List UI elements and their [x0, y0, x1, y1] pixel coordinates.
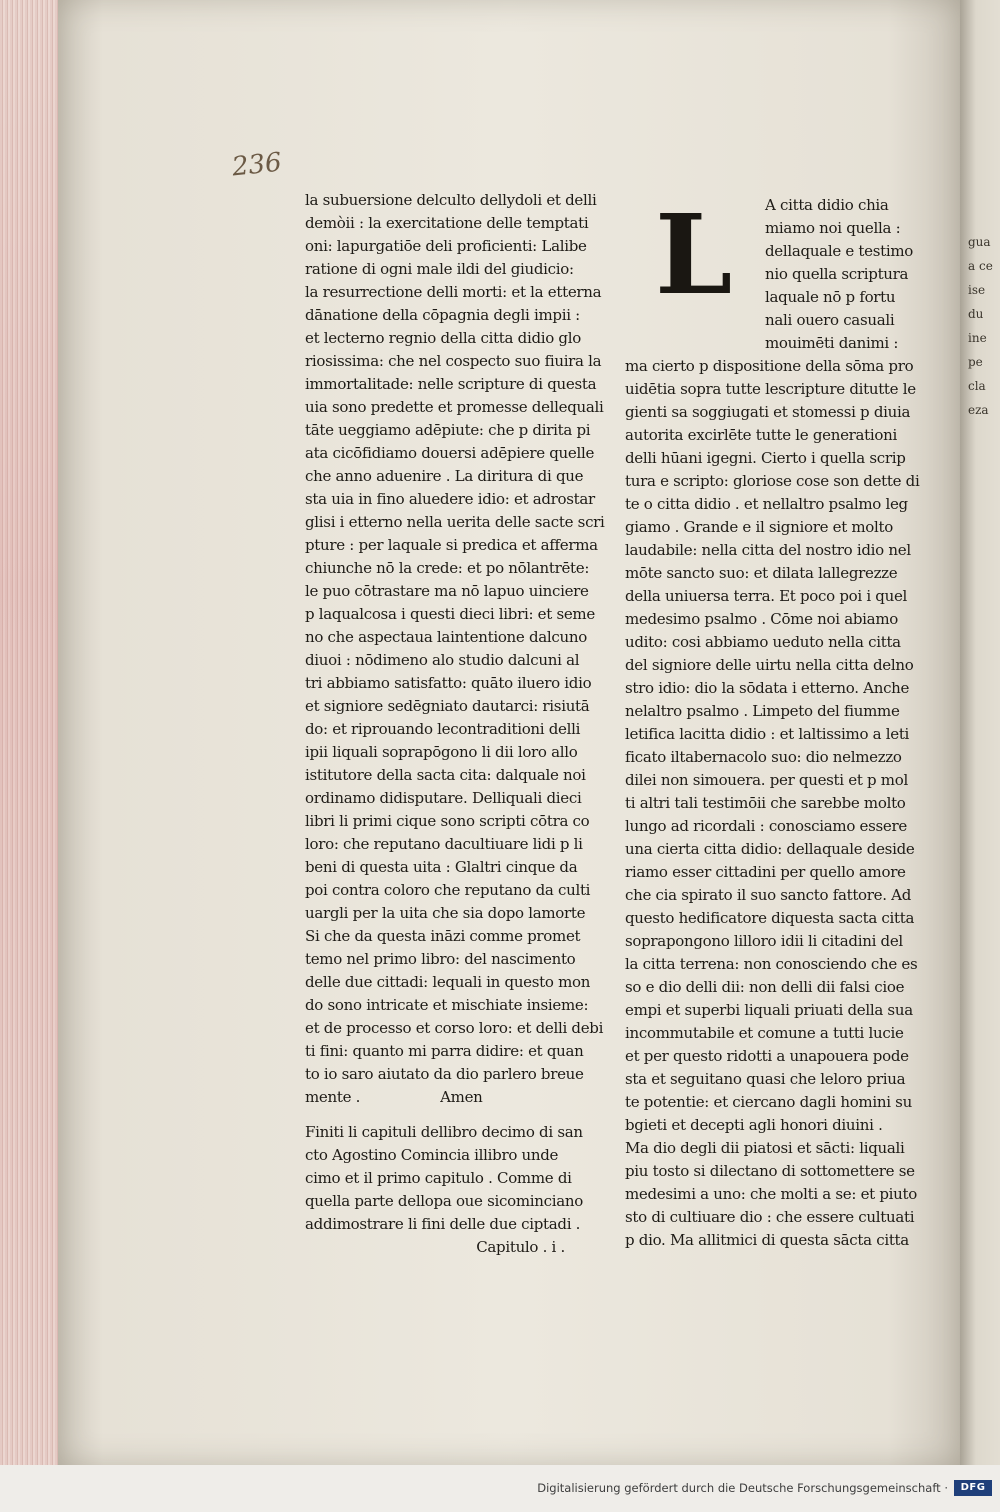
text-line: incommutabile et comune a tutti lucie — [625, 1024, 904, 1042]
text-line: te o citta didio . et nellaltro psalmo leg — [625, 495, 908, 513]
text-line: ti fini: quanto mi parra didire: et quan — [305, 1042, 584, 1060]
facing-text-fragment: gua — [968, 235, 991, 249]
text-line: riamo esser cittadini per quello amore — [625, 863, 906, 881]
text-line: miamo noi quella : — [765, 219, 901, 237]
text-line: chiunche nō la crede: et po nōlantrēte: — [305, 559, 590, 577]
text-line: soprapongono lilloro idii li citadini del — [625, 932, 903, 950]
text-line: delli hūani igegni. Cierto i quella scrip — [625, 449, 906, 467]
text-line: lungo ad ricordali : conosciamo essere — [625, 817, 907, 835]
chapter-heading: Capitulo . i . — [476, 1238, 565, 1256]
text-line: et de processo et corso loro: et delli debi — [305, 1019, 604, 1037]
text-line: sta et seguitano quasi che leloro priua — [625, 1070, 906, 1088]
text-line: poi contra coloro che reputano da culti — [305, 881, 591, 899]
facing-text-fragment: pe — [968, 355, 983, 369]
text-line: glisi i etterno nella uerita delle sacte scri — [305, 513, 605, 531]
text-line: che anno aduenire . La diritura di que — [305, 467, 584, 485]
text-line: ata cicōfidiamo douersi adēpiere quelle — [305, 444, 595, 462]
text-line: udito: cosi abbiamo ueduto nella citta — [625, 633, 901, 651]
text-line: dilei non simouera. per questi et p mol — [625, 771, 908, 789]
text-line: medesimo psalmo . Cōme noi abiamo — [625, 610, 898, 628]
text-line: mente . Amen — [305, 1088, 483, 1106]
text-line: do sono intricate et mischiate insieme: — [305, 996, 589, 1014]
text-line: Si che da questa ināzi comme promet — [305, 927, 581, 945]
text-line: dānatione della cōpagnia degli impii : — [305, 306, 580, 324]
right-text-column — [625, 190, 920, 1252]
text-line: ficato iltabernacolo suo: dio nelmezzo — [625, 748, 902, 766]
text-line: sto di cultiuare dio : che essere cultuati — [625, 1208, 915, 1226]
text-line: temo nel primo libro: del nascimento — [305, 950, 576, 968]
drop-cap-initial: L — [655, 190, 733, 319]
facing-text-fragment: ise — [968, 283, 986, 297]
text-line: questo hedificatore diquesta sacta citta — [625, 909, 915, 927]
text-line: stro idio: dio la sōdata i etterno. Anche — [625, 679, 910, 697]
text-line: ratione di ogni male ildi del giudicio: — [305, 260, 574, 278]
text-line: nelaltro psalmo . Limpeto del fiumme — [625, 702, 900, 720]
text-line: uargli per la uita che sia dopo lamorte — [305, 904, 586, 922]
text-line: la citta terrena: non conosciendo che es — [625, 955, 918, 973]
text-line: demòii : la exercitatione delle temptati — [305, 214, 589, 232]
text-line: ordinamo didisputare. Delliquali dieci — [305, 789, 582, 807]
text-line: te potentie: et ciercano dagli homini su — [625, 1093, 912, 1111]
text-line: mōte sancto suo: et dilata lallegrezze — [625, 564, 898, 582]
text-line: autorita excirlēte tutte le generationi — [625, 426, 897, 444]
text-line: uia sono predette et promesse dellequali — [305, 398, 604, 416]
text-line: beni di questa uita : Glaltri cinque da — [305, 858, 578, 876]
text-line: uidētia sopra tutte lescripture ditutte le — [625, 380, 916, 398]
footer-credit: Digitalisierung gefördert durch die Deutsche Forschungsgemeinschaft · — [537, 1481, 948, 1495]
text-line: to io saro aiutato da dio parlero breue — [305, 1065, 584, 1083]
folio-number: 236 — [230, 147, 284, 183]
text-line: della uniuersa terra. Et poco poi i quel — [625, 587, 908, 605]
text-line: del signiore delle uirtu nella citta delno — [625, 656, 914, 674]
amen-text: Amen — [440, 1088, 483, 1106]
text-line: mouimēti danimi : — [765, 334, 899, 352]
page-stack-edge — [0, 0, 58, 1465]
text-line: so e dio delli dii: non delli dii falsi cioe — [625, 978, 905, 996]
text-line: dellaquale e testimo — [765, 242, 913, 260]
text-line: tri abbiamo satisfatto: quāto iluero idio — [305, 674, 592, 692]
text-line: et lecterno regnio della citta didio glo — [305, 329, 581, 347]
text-line: immortalitade: nelle scripture di questa — [305, 375, 597, 393]
text-line: A citta didio chia — [765, 196, 889, 214]
text-line: empi et superbi liquali priuati della sua — [625, 1001, 913, 1019]
facing-text-fragment: du — [968, 307, 984, 321]
text-line: nali ouero casuali — [765, 311, 895, 329]
facing-text-fragment: eza — [968, 403, 989, 417]
text-line: sta uia in fino aluedere idio: et adrostar — [305, 490, 595, 508]
rubric-line: addimostrare li fini delle due ciptadi . — [305, 1215, 581, 1233]
text-line: nio quella scriptura — [765, 265, 909, 283]
text-line: Ma dio degli dii piatosi et sācti: liquali — [625, 1139, 905, 1157]
text-line: delle due cittadi: lequali in questo mon — [305, 973, 591, 991]
text-line: ma cierto p dispositione della sōma pro — [625, 357, 914, 375]
rubric-line: Finiti li capituli dellibro decimo di san — [305, 1123, 583, 1141]
text-line: tāte ueggiamo adēpiute: che p dirita pi — [305, 421, 591, 439]
text-line: tura e scripto: gloriose cose son dette di — [625, 472, 920, 490]
text-line: oni: lapurgatiōe deli proficienti: Lalibe — [305, 237, 587, 255]
facing-page-edge — [960, 0, 1000, 1465]
text-line: le puo cōtrastare ma nō lapuo uinciere — [305, 582, 589, 600]
text-line: la resurrectione delli morti: et la etterna — [305, 283, 602, 301]
footer-bar — [0, 1465, 1000, 1512]
text-line: laquale nō p fortu — [765, 288, 896, 306]
text-line: no che aspectaua laintentione dalcuno — [305, 628, 587, 646]
text-line: una cierta citta didio: dellaquale deside — [625, 840, 915, 858]
rubric-line: quella parte dellopa oue sicominciano — [305, 1192, 583, 1210]
text-line: loro: che reputano dacultiuare lidi p li — [305, 835, 583, 853]
rubric-line: cimo et il primo capitulo . Comme di — [305, 1169, 572, 1187]
facing-page-text — [968, 230, 1000, 422]
text-line: laudabile: nella citta del nostro idio nel — [625, 541, 911, 559]
text-line: p laqualcosa i questi dieci libri: et seme — [305, 605, 595, 623]
text-line: p dio. Ma allitmici di questa sācta citta — [625, 1231, 909, 1249]
text-line: letifica lacitta didio : et laltissimo a leti — [625, 725, 910, 743]
text-line: bgieti et decepti agli honori diuini . — [625, 1116, 883, 1134]
facing-text-fragment: cla — [968, 379, 986, 393]
text-line: et signiore sedēgniato dautarci: risiutā — [305, 697, 590, 715]
text-line: istitutore della sacta cita: dalquale noi — [305, 766, 586, 784]
facing-text-fragment: ine — [968, 331, 987, 345]
text-line: ti altri tali testimōii che sarebbe molto — [625, 794, 906, 812]
text-line: do: et riprouando lecontraditioni delli — [305, 720, 581, 738]
text-line: pture : per laquale si predica et afferma — [305, 536, 598, 554]
text-line: ipii liquali soprapōgono li dii loro allo — [305, 743, 578, 761]
text-line: la subuersione delculto dellydoli et delli — [305, 191, 597, 209]
left-text-column — [305, 189, 605, 1259]
text-line: libri li primi cique sono scripti cōtra co — [305, 812, 590, 830]
facing-text-fragment: a ce — [968, 259, 993, 273]
text-line: piu tosto si dilectano di sottomettere se — [625, 1162, 915, 1180]
text-line: gienti sa soggiugati et stomessi p diuia — [625, 403, 911, 421]
text-line: giamo . Grande e il signiore et molto — [625, 518, 893, 536]
dfg-logo: DFG — [954, 1480, 992, 1496]
text-line: medesimi a uno: che molti a se: et piuto — [625, 1185, 917, 1203]
text-line: che cia spirato il suo sancto fattore. Ad — [625, 886, 912, 904]
rubric-line: cto Agostino Comincia illibro unde — [305, 1146, 559, 1164]
text-line: riosissima: che nel cospecto suo fiuira la — [305, 352, 602, 370]
text-line: et per questo ridotti a unapouera pode — [625, 1047, 909, 1065]
section-spacer — [305, 1109, 595, 1121]
text-line: diuoi : nōdimeno alo studio dalcuni al — [305, 651, 580, 669]
